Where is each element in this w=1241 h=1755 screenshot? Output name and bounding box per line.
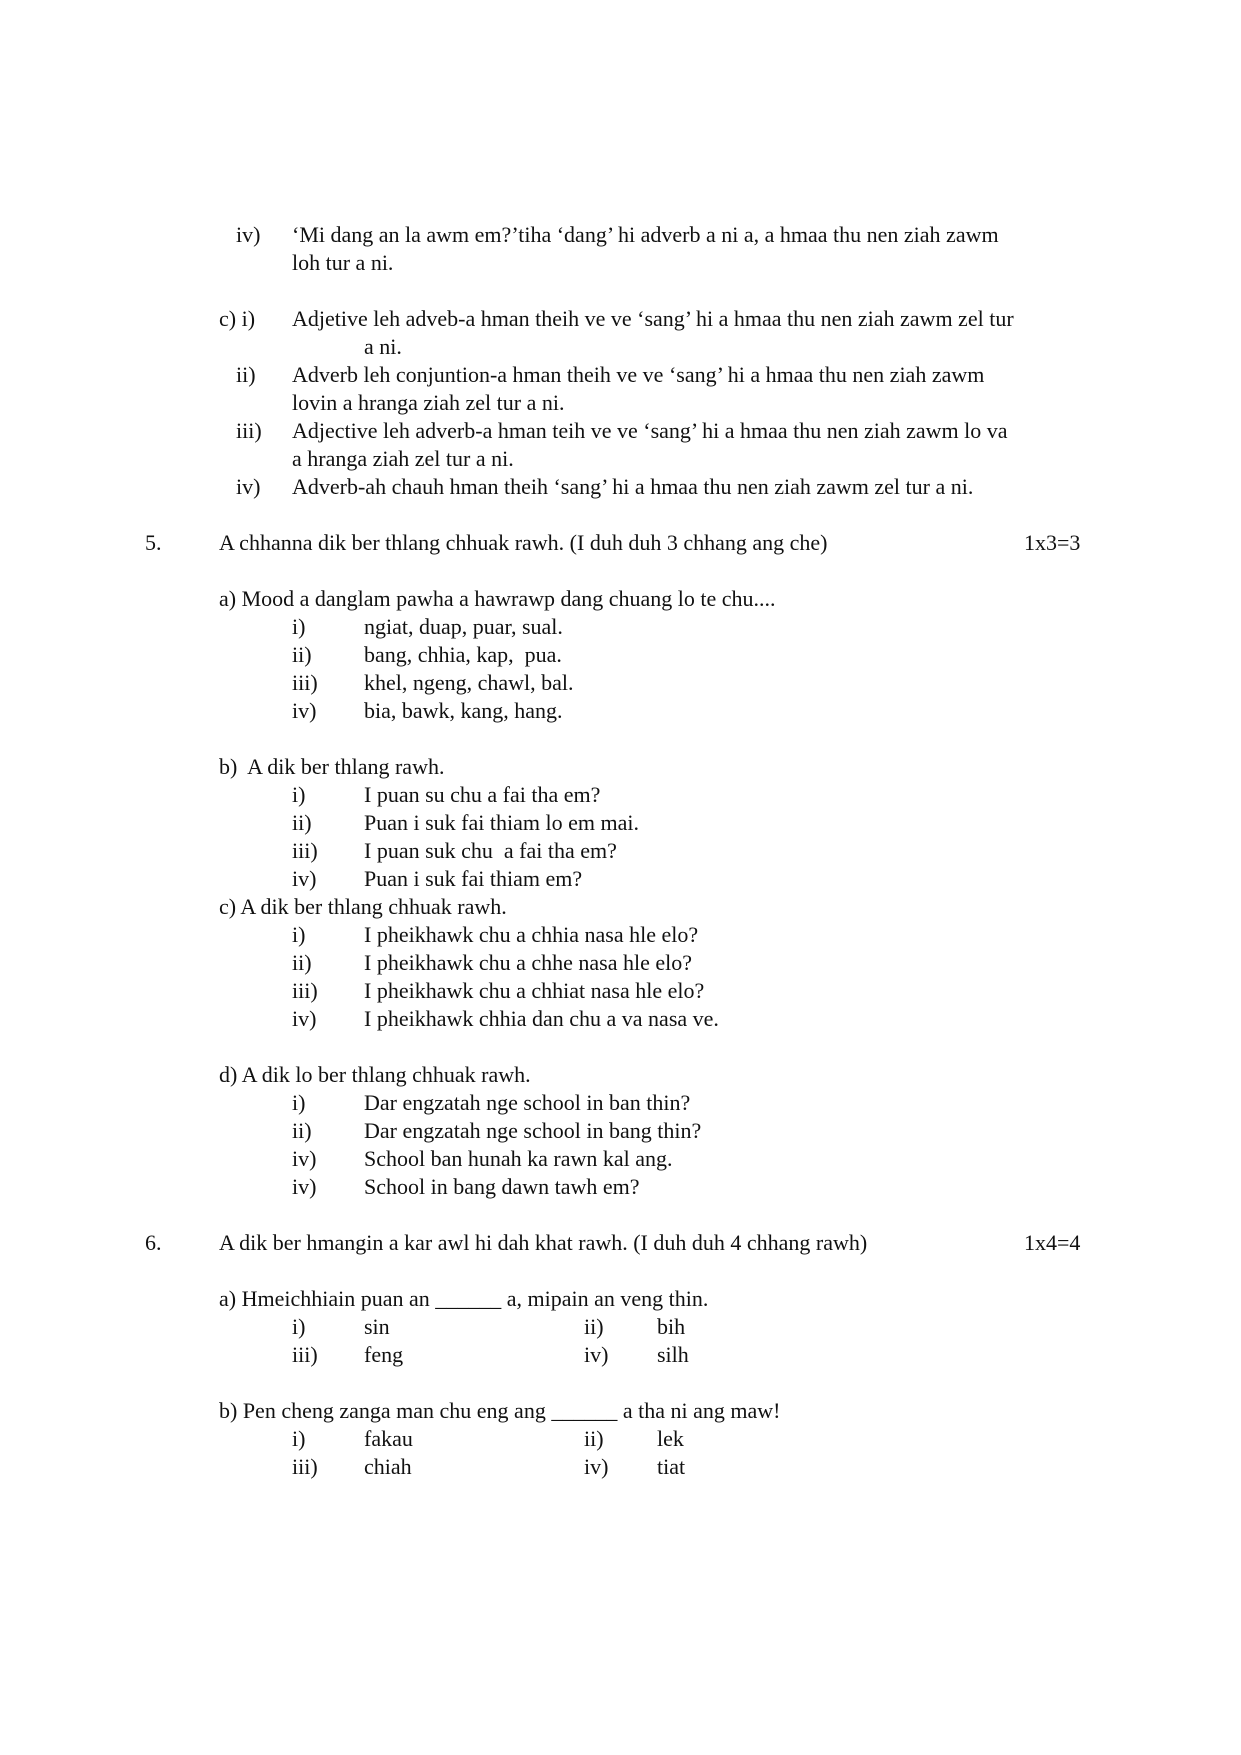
option-number: i) bbox=[292, 922, 306, 947]
option-number: iv) bbox=[584, 1342, 609, 1367]
option-text-continued: loh tur a ni. bbox=[292, 250, 394, 275]
subquestion-stem: b) Pen cheng zanga man chu eng ang ______ a tha ni ang maw! bbox=[219, 1398, 781, 1423]
option-number: iii) bbox=[292, 1342, 318, 1367]
option-number: ii) bbox=[292, 810, 312, 835]
subquestion-stem: a) Mood a danglam pawha a hawrawp dang chuang lo te chu.... bbox=[219, 586, 776, 611]
option-text-continued: lovin a hranga ziah zel tur a ni. bbox=[292, 390, 565, 415]
option-number: i) bbox=[292, 1090, 306, 1115]
question-text: A chhanna dik ber thlang chhuak rawh. (I duh duh 3 chhang ang che) bbox=[219, 530, 828, 555]
option-text: I puan suk chu a fai tha em? bbox=[364, 838, 617, 863]
option-text: I puan su chu a fai tha em? bbox=[364, 782, 601, 807]
option-text-continued: a hranga ziah zel tur a ni. bbox=[292, 446, 514, 471]
question-number: 6. bbox=[145, 1230, 162, 1255]
option-number: i) bbox=[292, 614, 306, 639]
option-text: ‘Mi dang an la awm em?’tiha ‘dang’ hi adverb a ni a, a hmaa thu nen ziah zawm bbox=[292, 222, 999, 247]
option-number: ii) bbox=[292, 642, 312, 667]
option-text: I pheikhawk chu a chhia nasa hle elo? bbox=[364, 922, 699, 947]
option-text: lek bbox=[657, 1426, 684, 1451]
option-text: Puan i suk fai thiam em? bbox=[364, 866, 583, 891]
option-text-continued: a ni. bbox=[364, 334, 402, 359]
option-number: i) bbox=[292, 782, 306, 807]
option-text: chiah bbox=[364, 1454, 412, 1479]
option-number: iii) bbox=[236, 418, 262, 443]
option-text: bih bbox=[657, 1314, 686, 1339]
option-number: ii) bbox=[292, 1118, 312, 1143]
option-number: iii) bbox=[292, 838, 318, 863]
option-text: Dar engzatah nge school in ban thin? bbox=[364, 1090, 691, 1115]
option-number: iv) bbox=[292, 1006, 317, 1031]
option-text: bang, chhia, kap, pua. bbox=[364, 642, 562, 667]
option-number: iv) bbox=[292, 698, 317, 723]
option-number: i) bbox=[292, 1314, 306, 1339]
option-text: Adverb leh conjuntion-a hman theih ve ve ‘sang’ hi a hmaa thu nen ziah zawm bbox=[292, 362, 985, 387]
option-text: silh bbox=[657, 1342, 689, 1367]
question-text: A dik ber hmangin a kar awl hi dah khat rawh. (I duh duh 4 chhang rawh) bbox=[219, 1230, 868, 1255]
option-text: School in bang dawn tawh em? bbox=[364, 1174, 640, 1199]
option-number: ii) bbox=[584, 1426, 604, 1451]
option-text: sin bbox=[364, 1314, 390, 1339]
subquestion-stem: c) A dik ber thlang chhuak rawh. bbox=[219, 894, 507, 919]
option-number: ii) bbox=[292, 950, 312, 975]
option-text: I pheikhawk chu a chhe nasa hle elo? bbox=[364, 950, 693, 975]
option-text: Adjetive leh adveb-a hman theih ve ve ‘sang’ hi a hmaa thu nen ziah zawm zel tur bbox=[292, 306, 1014, 331]
option-text: School ban hunah ka rawn kal ang. bbox=[364, 1146, 673, 1171]
subquestion-label: c) i) bbox=[219, 306, 256, 331]
option-number: iv) bbox=[292, 866, 317, 891]
option-text: bia, bawk, kang, hang. bbox=[364, 698, 563, 723]
option-text: I pheikhawk chu a chhiat nasa hle elo? bbox=[364, 978, 705, 1003]
subquestion-stem: a) Hmeichhiain puan an ______ a, mipain an veng thin. bbox=[219, 1286, 709, 1311]
option-number: iii) bbox=[292, 978, 318, 1003]
option-number: iv) bbox=[292, 1174, 317, 1199]
option-number: iv) bbox=[236, 222, 261, 247]
option-text: Dar engzatah nge school in bang thin? bbox=[364, 1118, 702, 1143]
option-text: Adverb-ah chauh hman theih ‘sang’ hi a hmaa thu nen ziah zawm zel tur a ni. bbox=[292, 474, 974, 499]
option-number: ii) bbox=[584, 1314, 604, 1339]
option-text: feng bbox=[364, 1342, 404, 1367]
option-text: tiat bbox=[657, 1454, 686, 1479]
option-text: Adjective leh adverb-a hman teih ve ve ‘sang’ hi a hmaa thu nen ziah zawm lo va bbox=[292, 418, 1008, 443]
option-text: Puan i suk fai thiam lo em mai. bbox=[364, 810, 639, 835]
option-number: i) bbox=[292, 1426, 306, 1451]
subquestion-stem: d) A dik lo ber thlang chhuak rawh. bbox=[219, 1062, 531, 1087]
option-number: iv) bbox=[236, 474, 261, 499]
option-text: khel, ngeng, chawl, bal. bbox=[364, 670, 574, 695]
option-text: I pheikhawk chhia dan chu a va nasa ve. bbox=[364, 1006, 719, 1031]
marks-allocation: 1x3=3 bbox=[1024, 530, 1081, 555]
option-number: ii) bbox=[236, 362, 256, 387]
option-number: iii) bbox=[292, 670, 318, 695]
option-text: fakau bbox=[364, 1426, 413, 1451]
option-number: iv) bbox=[584, 1454, 609, 1479]
option-text: ngiat, duap, puar, sual. bbox=[364, 614, 563, 639]
marks-allocation: 1x4=4 bbox=[1024, 1230, 1081, 1255]
option-number: iii) bbox=[292, 1454, 318, 1479]
option-number: iv) bbox=[292, 1146, 317, 1171]
question-number: 5. bbox=[145, 530, 162, 555]
subquestion-stem: b) A dik ber thlang rawh. bbox=[219, 754, 445, 779]
